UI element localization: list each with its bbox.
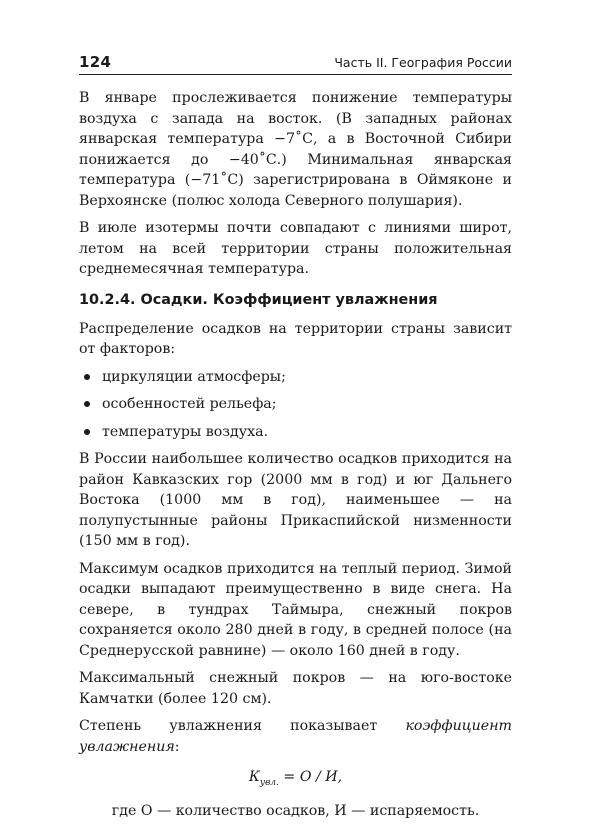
formula-rest: = О / И, — [278, 769, 343, 785]
paragraph-moisture-coefficient — [79, 716, 512, 757]
list-item-text: циркуляции атмосферы; — [102, 368, 286, 385]
page-number: 124 — [79, 53, 112, 71]
formula-k: К — [248, 769, 260, 785]
coefficient-term: коэффициент увлажнения — [79, 718, 512, 755]
list-item — [79, 422, 512, 443]
paragraph-precipitation-factors: Распределение осадков на территории страны зависит от факторов: — [79, 320, 512, 357]
bullet-icon — [84, 374, 90, 380]
list-item-text: температуры воздуха. — [102, 423, 269, 440]
section-title: 10.2.4. Осадки. Коэффициент увлажнения — [79, 291, 438, 308]
formula-k-subscript: увл. — [259, 777, 279, 788]
bullet-icon — [84, 401, 90, 407]
paragraph-precipitation-amounts: В России наибольшее количество осадков приходится на район Кавказских гор (2000 мм в год) и юг Дальнего Востока (1000 мм в год), наименьшее — на полупустынные районы Прикаспийской низменности (150 мм в год). — [79, 451, 512, 549]
coefficient-intro: Степень увлажнения показывает — [79, 718, 378, 734]
moisture-formula — [79, 767, 512, 793]
factors-list — [79, 367, 512, 443]
paragraph-snow-cover: Максимум осадков приходится на теплый период. Зимой осадки выпадают преимущественно в виде снега. На севере, в тундрах Таймыра, снежный покров сохраняется около 280 дней в году, в средней полосе (на Среднерусской равнине) — около 160 дней в году. — [79, 560, 512, 659]
coefficient-colon: : — [174, 738, 180, 755]
running-head: Часть II. География России — [334, 55, 512, 70]
paragraph-max-snow: Максимальный снежный покров — на юго-востоке Камчатки (более 120 см). — [79, 670, 512, 707]
bullet-icon — [84, 429, 90, 435]
paragraph-january-temperature: В январе прослеживается понижение температуры воздуха с запада на восток. (В западных районах январская температура −7˚С, а в Восточной Сибири понижается до −40˚С.) Минимальная январская температура (−71˚С) зарегистрирована в Оймяконе и Верхоянске (полюс холода Северного полушария). — [79, 90, 512, 209]
list-item — [79, 367, 512, 388]
paragraph-july-isotherms: В июле изотермы почти совпадают с линиями широт, летом на всей территории страны положительная среднемесячная температура. — [79, 220, 512, 277]
list-item-text: особенностей рельефа; — [102, 396, 277, 412]
page-body — [79, 88, 512, 829]
list-item — [79, 394, 512, 415]
formula-explanation: где О — количество осадков, И — испаряемость. — [111, 803, 480, 820]
page-header — [79, 52, 512, 75]
